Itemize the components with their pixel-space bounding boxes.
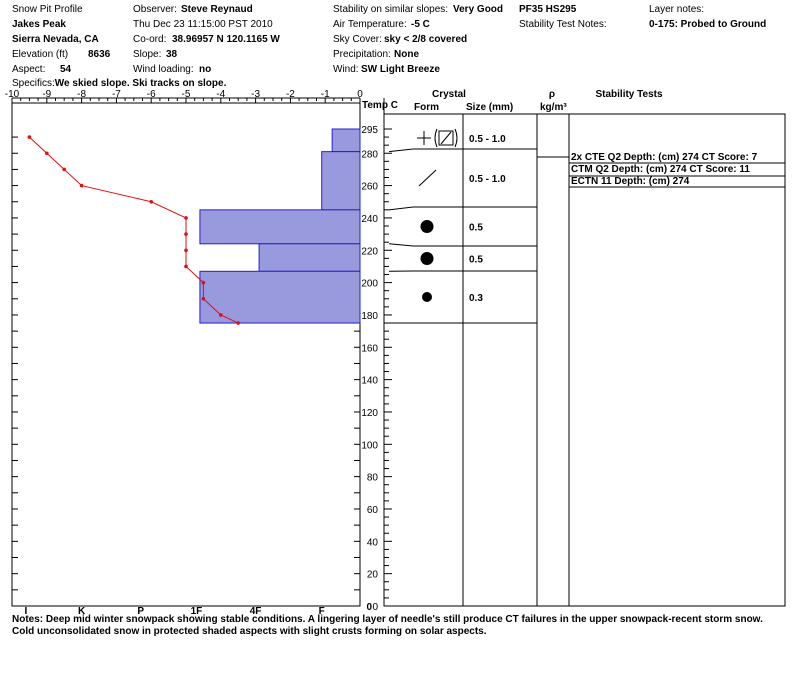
temperature-point	[45, 151, 49, 155]
observer-label: Observer:	[133, 4, 177, 15]
height-tick-label: 200	[361, 278, 378, 290]
temp-tick-label: -5	[181, 89, 191, 100]
height-zero-label: 0	[366, 602, 372, 613]
elevation-label: Elevation (ft)	[12, 49, 69, 60]
aspect-value: 54	[60, 64, 72, 75]
height-tick-label: 220	[361, 246, 378, 258]
notes-text: Deep mid winter snowpack showing stable conditions. A lingering layer of needle's still produce CT failures in the upper snowpack-recent storm snow. Cold unconsolidated snow in protected shaded aspects with slight crusts forming on solar aspects.	[12, 614, 763, 637]
height-tick-label: 140	[361, 375, 378, 387]
stability-label: Stability on similar slopes:	[333, 4, 449, 15]
height-tick-label: 80	[366, 472, 378, 484]
temperature-point	[236, 321, 240, 325]
stability-test-entry: ECTN 11 Depth: (cm) 274	[571, 176, 690, 187]
rounded-grain-icon	[421, 252, 434, 265]
form-header: Form	[414, 102, 439, 113]
coord-value: 38.96957 N 120.1165 W	[172, 34, 280, 45]
temp-tick-label: -9	[42, 89, 52, 100]
temperature-point	[219, 313, 223, 317]
height-tick-label: 60	[366, 504, 378, 516]
decomposing-fragment-icon	[419, 170, 436, 186]
wind-value: SW Light Breeze	[361, 64, 440, 75]
temp-tick-label: 0	[357, 89, 363, 100]
location-name: Jakes Peak	[12, 19, 66, 30]
wind-loading-value: no	[199, 64, 212, 75]
temp-tick-label: -4	[216, 89, 226, 100]
temperature-point	[80, 184, 84, 188]
new-snow-and-faceted-icon	[417, 129, 457, 147]
wind-loading-label: Wind loading:	[133, 64, 194, 75]
temperature-point	[202, 281, 206, 285]
layer-connector	[389, 149, 413, 152]
rounded-grain-icon	[421, 220, 434, 233]
precipitation-label: Precipitation:	[333, 49, 391, 60]
temp-tick-label: -8	[77, 89, 87, 100]
size-header: Size (mm)	[466, 102, 514, 113]
layers-table-frame	[384, 114, 785, 606]
height-tick-label: 120	[361, 407, 378, 419]
layer-connector	[389, 244, 413, 246]
stability-tests-header: Stability Tests	[595, 89, 663, 100]
height-tick-label: 20	[366, 569, 378, 581]
hardness-bar	[332, 129, 360, 152]
temp-tick-label: -10	[4, 89, 20, 100]
temperature-point	[184, 265, 188, 269]
hardness-bar	[200, 271, 360, 323]
slope-label: Slope:	[133, 49, 162, 60]
hardness-axis-label: P	[137, 606, 145, 617]
specifics-label: Specifics:	[12, 78, 55, 89]
hardness-bar	[200, 210, 360, 244]
height-tick-label: 100	[361, 440, 378, 452]
height-tick-label: 295	[361, 125, 378, 136]
density-unit: kg/m³	[540, 102, 567, 113]
hardness-axis-label: 4F	[249, 606, 262, 617]
layer-notes-value: 0-175: Probed to Ground	[649, 19, 767, 30]
height-tick-label: 240	[361, 213, 378, 225]
height-tick-label: 180	[361, 310, 378, 322]
pf-hs-value: PF35 HS295	[519, 4, 577, 15]
layer-size: 0.5 - 1.0	[469, 174, 506, 185]
hardness-bar	[259, 244, 360, 271]
region-name: Sierra Nevada, CA	[12, 34, 99, 45]
temp-tick-label: -1	[320, 89, 330, 100]
hardness-axis-label: I	[24, 606, 28, 617]
density-header: ρ	[548, 89, 556, 100]
aspect-label: Aspect:	[12, 64, 46, 75]
temperature-point	[184, 216, 188, 220]
crystal-header: Crystal	[432, 89, 466, 100]
air-temp-label: Air Temperature:	[333, 19, 407, 30]
form-icon-part	[435, 129, 437, 147]
temp-axis-label: Temp C	[362, 100, 398, 111]
form-icon-part	[441, 132, 451, 144]
temp-tick-label: -6	[146, 89, 156, 100]
temp-tick-label: -7	[111, 89, 121, 100]
temp-tick-label: -2	[285, 89, 295, 100]
height-tick-label: 40	[366, 537, 378, 549]
profile-title: Snow Pit Profile	[12, 4, 83, 15]
hardness-bar	[322, 152, 360, 210]
air-temp-value: -5 C	[411, 19, 430, 30]
height-tick-label: 280	[361, 149, 378, 161]
sky-cover-label: Sky Cover:	[333, 34, 382, 45]
layer-size: 0.3	[469, 293, 483, 304]
hardness-axis-label: K	[77, 606, 86, 617]
stability-test-entry: 2x CTE Q2 Depth: (cm) 274 CT Score: 7	[571, 152, 758, 163]
observation-date: Thu Dec 23 11:15:00 PST 2010	[133, 19, 273, 30]
slope-value: 38	[166, 49, 178, 60]
wind-label: Wind:	[333, 64, 359, 75]
coord-label: Co-ord:	[133, 34, 167, 45]
temperature-point	[184, 248, 188, 252]
notes-label: Notes:	[12, 614, 44, 625]
rounded-grain-icon	[422, 292, 432, 302]
layer-size: 0.5	[469, 222, 483, 234]
temperature-point	[62, 168, 66, 172]
temperature-point	[149, 200, 153, 204]
elevation-value: 8636	[88, 49, 111, 60]
stability-test-entry: CTM Q2 Depth: (cm) 274 CT Score: 11	[571, 164, 750, 175]
height-tick-label: 260	[361, 181, 378, 193]
layer-size: 0.5	[469, 254, 483, 266]
temperature-point	[202, 297, 206, 301]
temperature-point	[28, 135, 32, 139]
layer-size: 0.5 - 1.0	[469, 134, 506, 145]
stability-test-notes-label: Stability Test Notes:	[519, 19, 607, 30]
precipitation-value: None	[394, 49, 419, 60]
form-icon-part	[455, 129, 457, 147]
height-tick-label: 160	[361, 343, 378, 355]
observer-value: Steve Reynaud	[181, 4, 253, 15]
layer-connector	[389, 207, 413, 210]
height-tick-label: 0	[372, 602, 378, 613]
specifics-value: We skied slope. Ski tracks on slope.	[54, 78, 227, 89]
temp-plot-frame	[12, 103, 360, 606]
hardness-axis-label: 1F	[190, 606, 203, 617]
stability-value: Very Good	[453, 4, 504, 15]
temperature-point	[184, 232, 188, 236]
sky-cover-value: sky < 2/8 covered	[384, 34, 468, 45]
layer-notes-label: Layer notes:	[649, 4, 705, 15]
hardness-axis-label: F	[318, 606, 325, 617]
temp-tick-label: -3	[251, 89, 261, 100]
notes-block	[12, 614, 782, 638]
